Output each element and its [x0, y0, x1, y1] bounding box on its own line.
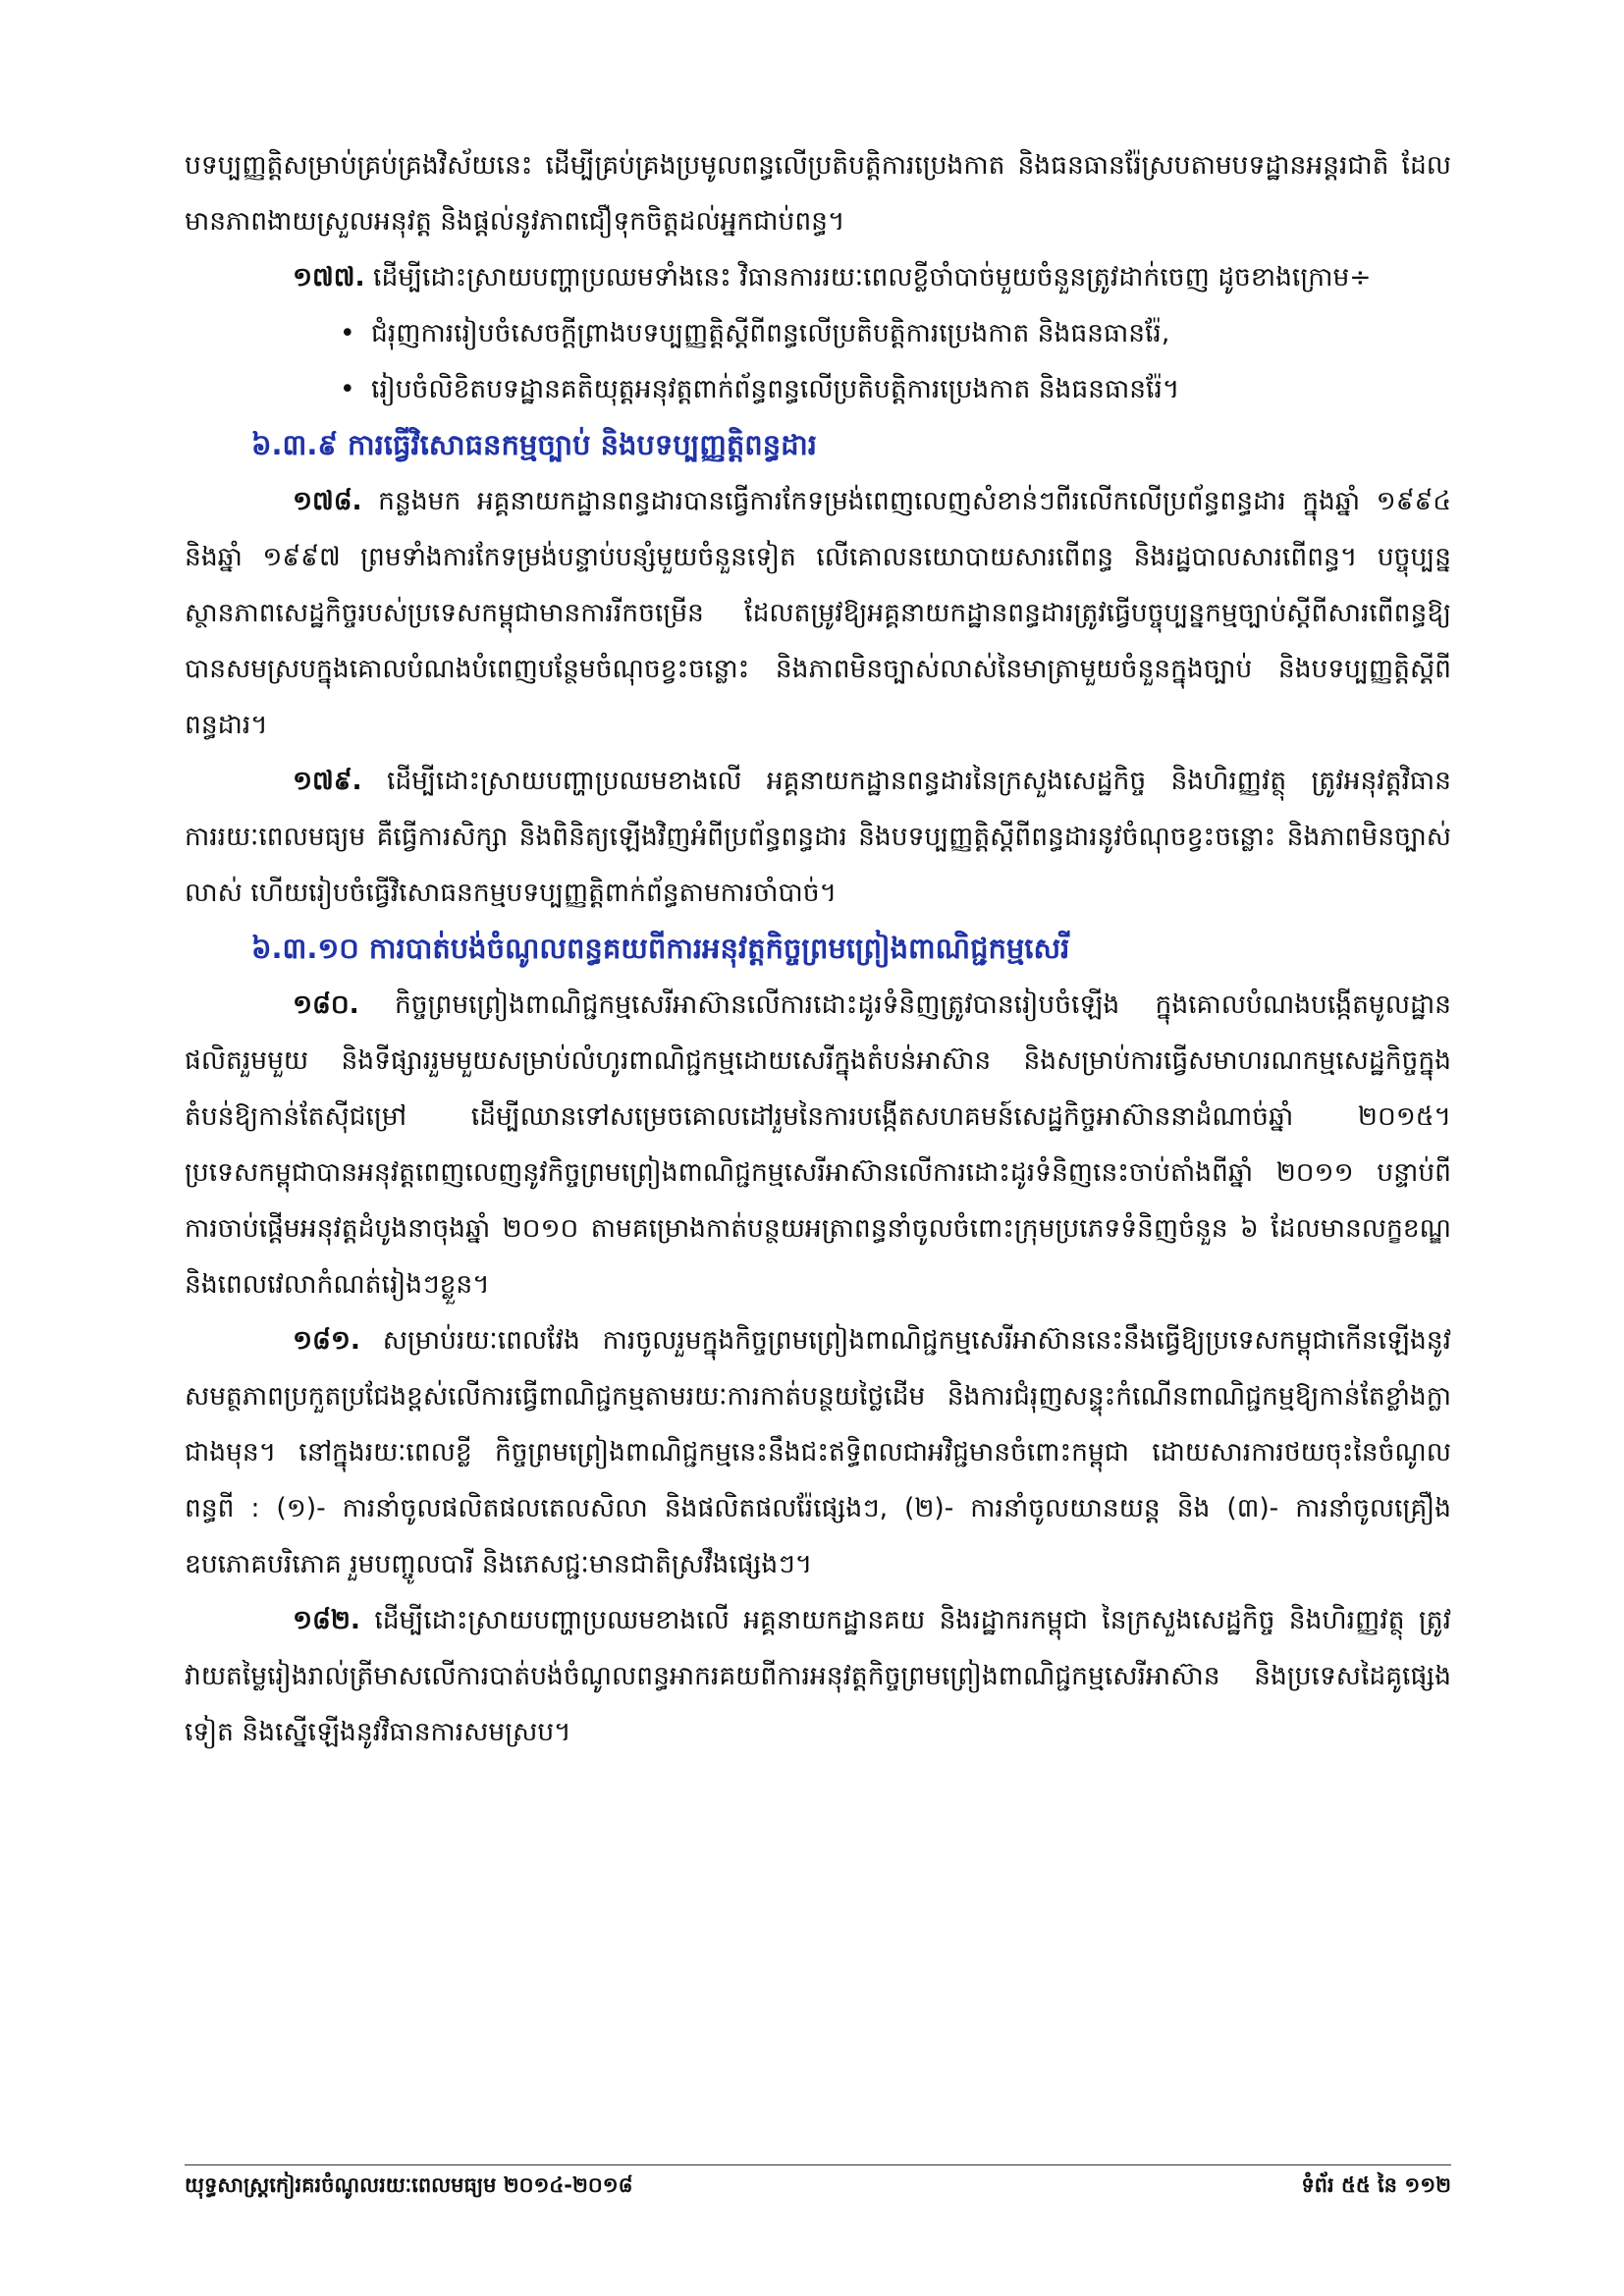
page-body: [185, 137, 1451, 1760]
paragraph-text: ដើម្បីដោះស្រាយបញ្ហាប្រឈមទាំងនេះ វិធានការរយៈពេលខ្លីចាំបាច់មួយចំនួនត្រូវដាក់ចេញ ដូចខាងក្រោម÷: [373, 262, 1372, 293]
list-item: [340, 361, 1451, 417]
paragraph-text: ដើម្បីដោះស្រាយបញ្ហាប្រឈមខាងលើ អគ្គនាយកដ្ឋានគយ និងរដ្ឋាករកម្ពុជា នៃក្រសួងសេដ្ឋកិច្ច និងហិរញ្ញវត្ថុ ត្រូវវាយតម្លៃរៀងរាល់ត្រីមាសលើការបាត់បង់ចំណូលពន្ធអាករគយពីការអនុវត្តកិច្ចព្រមព្រៀងពាណិជ្ជកម្មសេរីអាស៊ាន និងប្រទេសដៃគូផ្សេងទៀត និងស្នើឡើងនូវវិធានការសមស្រប។: [185, 1605, 1451, 1747]
footer-divider: [185, 2164, 1451, 2165]
paragraph-text: កិច្ចព្រមព្រៀងពាណិជ្ជកម្មសេរីអាស៊ានលើការដោះដូរទំនិញត្រូវបានរៀបចំឡើង ក្នុងគោលបំណងបង្កើតមូលដ្ឋានផលិតរួមមួយ និងទីផ្សាររួមមួយសម្រាប់លំហូរពាណិជ្ជកម្មដោយសេរីក្នុងតំបន់អាស៊ាន និងសម្រាប់ការធ្វើសមាហរណកម្មសេដ្ឋកិច្ចក្នុងតំបន់ឱ្យកាន់តែស៊ីជម្រៅ ដើម្បីឈានទៅសម្រេចគោលដៅរួមនៃការបង្កើតសហគមន៍សេដ្ឋកិច្ចអាស៊ាននាដំណាច់ឆ្នាំ ២០១៥។ ប្រទេសកម្ពុជាបានអនុវត្តពេញលេញនូវកិច្ចព្រមព្រៀងពាណិជ្ជកម្មសេរីអាស៊ានលើការដោះដូរទំនិញនេះចាប់តាំងពីឆ្នាំ ២០១១ បន្ទាប់ពីការចាប់ផ្តើមអនុវត្តដំបូងនាចុងឆ្នាំ ២០១០ តាមគម្រោងកាត់បន្ថយអត្រាពន្ធនាំចូលចំពោះក្រុមប្រភេទទំនិញចំនួន ៦ ដែលមានលក្ខខណ្ឌ និងពេលវេលាកំណត់រៀងៗខ្លួន។: [185, 989, 1451, 1300]
section-heading-6-3-9: ៦.៣.៩ ការធ្វើវិសោធនកម្មច្បាប់ និងបទប្បញ្ញត្តិពន្ធដារ: [251, 428, 817, 461]
list-item: [340, 305, 1451, 361]
paragraph-178: [185, 473, 1451, 753]
paragraph-number: ១៧៧.: [293, 262, 365, 293]
footer-document-title: យុទ្ធសាស្ត្រកៀរគរចំណូលរយៈពេលមធ្យម ២០១៤-២០១៨: [185, 2173, 633, 2197]
paragraph-number: ១៨០.: [293, 989, 359, 1020]
list-item-text: ជំរុញការរៀបចំសេចក្តីព្រាងបទប្បញ្ញត្តិស្តីពីពន្ធលើប្រតិបត្តិការប្រេងកាត និងធនធានរ៉ែ,: [371, 318, 1170, 348]
paragraph-180: [185, 977, 1451, 1312]
paragraph-number: ១៧៨.: [293, 486, 362, 516]
paragraph-number: ១៨២.: [293, 1605, 360, 1635]
intro-paragraph: បទប្បញ្ញត្តិសម្រាប់គ្រប់គ្រងវិស័យនេះ ដើម្បីគ្រប់គ្រងប្រមូលពន្ធលើប្រតិបត្តិការប្រេងកាត និងធនធានរ៉ែស្របតាមបទដ្ឋានអន្តរជាតិ ដែលមានភាពងាយស្រួលអនុវត្ត និងផ្តល់នូវភាពជឿទុកចិត្តដល់អ្នកជាប់ពន្ធ។: [185, 150, 1451, 237]
bullet-icon: •: [340, 318, 355, 348]
paragraph-182: [185, 1592, 1451, 1760]
list-item-text: រៀបចំលិខិតបទដ្ឋានគតិយុត្តអនុវត្តពាក់ព័ន្ធពន្ធលើប្រតិបត្តិការប្រេងកាត និងធនធានរ៉ែ។: [371, 374, 1180, 404]
paragraph-text: កន្លងមក អគ្គនាយកដ្ឋានពន្ធដារបានធ្វើការកែទម្រង់ពេញលេញសំខាន់ៗពីរលើកលើប្រព័ន្ធពន្ធដារ ក្នុងឆ្នាំ ១៩៩៤ និងឆ្នាំ ១៩៩៧ ព្រមទាំងការកែទម្រង់បន្ទាប់បន្សំមួយចំនួនទៀត លើគោលនយោបាយសារពើពន្ធ និងរដ្ឋបាលសារពើពន្ធ។ បច្ចុប្បន្ន ស្ថានភាពសេដ្ឋកិច្ចរបស់ប្រទេសកម្ពុជាមានការរីកចម្រើន ដែលតម្រូវឱ្យអគ្គនាយកដ្ឋានពន្ធដារត្រូវធ្វើបច្ចុប្បន្នកម្មច្បាប់ស្តីពីសារពើពន្ធឱ្យបានសមស្របក្នុងគោលបំណងបំពេញបន្ថែមចំណុចខ្វះចន្លោះ និងភាពមិនច្បាស់លាស់នៃមាត្រាមួយចំនួនក្នុងច្បាប់ និងបទប្បញ្ញត្តិស្តីពីពន្ធដារ។: [185, 486, 1451, 740]
bullet-list: [185, 305, 1451, 417]
paragraph-number: ១៧៩.: [293, 766, 362, 796]
paragraph-text: សម្រាប់រយៈពេលវែង ការចូលរួមក្នុងកិច្ចព្រមព្រៀងពាណិជ្ជកម្មសេរីអាស៊ាននេះនឹងធ្វើឱ្យប្រទេសកម្ពុជាកើនឡើងនូវសមត្ថភាពប្រកួតប្រជែងខ្ពស់លើការធ្វើពាណិជ្ជកម្មតាមរយៈការកាត់បន្ថយថ្លៃដើម និងការជំរុញសន្ទុះកំណើនពាណិជ្ជកម្មឱ្យកាន់តែខ្លាំងក្លាជាងមុន។ នៅក្នុងរយៈពេលខ្លី កិច្ចព្រមព្រៀងពាណិជ្ជកម្មនេះនឹងជះឥទ្ធិពលជាអវិជ្ជមានចំពោះកម្ពុជា ដោយសារការថយចុះនៃចំណូលពន្ធពី : (១)- ការនាំចូលផលិតផលតេលសិលា និងផលិតផលរ៉ែផ្សេងៗ, (២)- ការនាំចូលយានយន្ត និង (៣)- ការនាំចូលគ្រឿងឧបភោគបរិភោគ រួមបញ្ចូលបារី និងភេសជ្ជៈមានជាតិស្រវឹងផ្សេងៗ។: [185, 1325, 1451, 1579]
paragraph-177: [185, 249, 1451, 305]
bullet-icon: •: [340, 374, 355, 404]
section-heading-6-3-10: ៦.៣.១០ ការបាត់បង់ចំណូលពន្ធគយពីការអនុវត្តកិច្ចព្រមព្រៀងពាណិជ្ជកម្មសេរី: [251, 932, 1070, 965]
paragraph-number: ១៨១.: [293, 1325, 360, 1356]
paragraph-181: [185, 1312, 1451, 1592]
footer-page-number: ទំព័រ ៥៥ នៃ ១១២: [1301, 2173, 1451, 2197]
paragraph-text: ដើម្បីដោះស្រាយបញ្ហាប្រឈមខាងលើ អគ្គនាយកដ្ឋានពន្ធដារនៃក្រសួងសេដ្ឋកិច្ច និងហិរញ្ញវត្ថុ ត្រូវអនុវត្តវិធានការរយៈពេលមធ្យម គឺធ្វើការសិក្សា និងពិនិត្យឡើងវិញអំពីប្រព័ន្ធពន្ធដារ និងបទប្បញ្ញត្តិស្តីពីពន្ធដារនូវចំណុចខ្វះចន្លោះ និងភាពមិនច្បាស់លាស់ ហើយរៀបចំធ្វើវិសោធនកម្មបទប្បញ្ញត្តិពាក់ព័ន្ធតាមការចាំបាច់។: [185, 766, 1451, 908]
paragraph-179: [185, 753, 1451, 921]
